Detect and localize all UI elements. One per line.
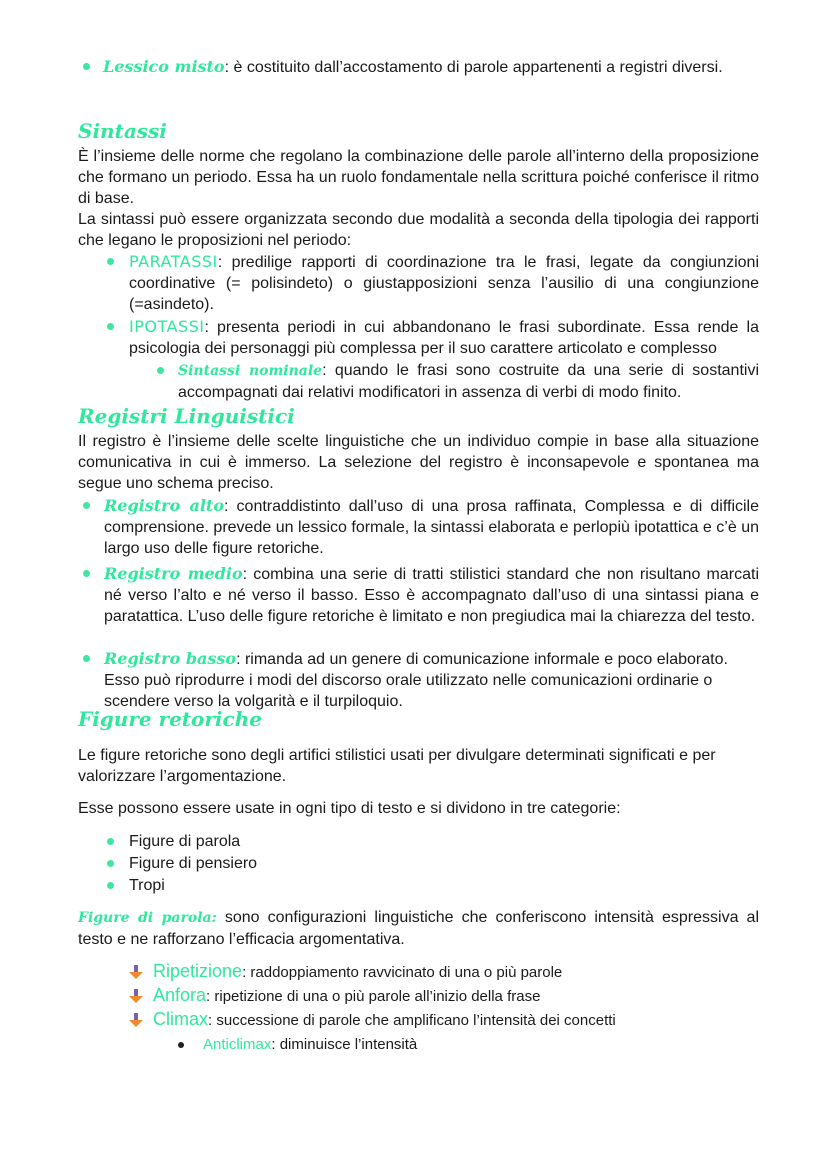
anfora-term: Anfora [153, 985, 207, 1005]
bullet-dot [107, 882, 114, 889]
anticlimax-item [203, 1034, 763, 1055]
ipotassi-term: IPOTASSI [129, 317, 205, 336]
registro-medio-term: Registro medio [104, 564, 243, 583]
bullet-dot [83, 63, 90, 70]
category-item: Figure di parola [129, 833, 241, 850]
climax-term: Climax [153, 1009, 209, 1029]
lessico-misto-text: : è costituito dall’accostamento di parole appartenenti a registri diversi. [224, 59, 723, 76]
sintassi-heading: Sintassi [78, 119, 167, 143]
ripetizione-term: Ripetizione [153, 961, 243, 981]
anfora-item [153, 985, 773, 1007]
climax-item [153, 1009, 773, 1031]
figure-paragraph-1: Le figure retoriche sono degli artifici stilistici usati per divulgare determinati significati e per valorizzare l’argomentazione. [78, 747, 716, 785]
registro-medio-text: : combina una serie di tratti stilistici standard che non risultano marcati né verso l’alto e né verso il basso. Esso è accompagnato dall’uso di una sintassi piana e paratattica. L’uso delle figure retoriche è limitato e non pregiudica mai la chiarezza del testo. [104, 566, 760, 625]
lessico-misto-term: Lessico misto [103, 57, 225, 76]
down-arrow-icon [128, 988, 144, 1004]
bullet-dot [107, 323, 114, 330]
registro-basso-term: Registro basso [104, 649, 237, 668]
ripetizione-text: : raddoppiamento ravvicinato di una o più parole [242, 964, 563, 981]
figure-parola-paragraph [78, 907, 759, 950]
anticlimax-term: Anticlimax [203, 1036, 272, 1053]
down-arrow-icon [128, 964, 144, 980]
paratassi-text: : predilige rapporti di coordinazione tra le frasi, legate da congiunzioni coordinative (= polisindeto) o giustapposizioni senza l’ausilio di una congiunzione (=asindeto). [129, 254, 759, 313]
sintassi-nominale-term: Sintassi nominale [178, 363, 323, 379]
sintassi-nominale-item [178, 360, 759, 403]
registro-medio-item [104, 563, 759, 627]
down-arrow-icon [128, 1012, 144, 1028]
anticlimax-text: : diminuisce l’intensità [271, 1036, 418, 1053]
lessico-misto-item [103, 56, 763, 78]
figure-parola-term: Figure di parola: [78, 910, 217, 926]
registri-paragraph: Il registro è l’insieme delle scelte linguistiche che un individuo compie in base alla situazione comunicativa in cui è immerso. La selezione del registro è inconsapevole e spontanea ma segue uno schema preciso. [78, 433, 759, 492]
sintassi-paragraph-1: È l’insieme delle norme che regolano la combinazione delle parole all’interno della proposizione che formano un periodo. Essa ha un ruolo fondamentale nella scrittura poiché conferisce il ritmo di base. [78, 148, 759, 207]
climax-text: : successione di parole che amplificano l’intensità dei concetti [208, 1012, 616, 1029]
registro-alto-item [104, 495, 759, 559]
figure-parola-text: sono configurazioni linguistiche che conferiscono intensità espressiva al testo e ne rafforzano l’efficacia argomentativa. [78, 909, 759, 948]
registro-basso-item [104, 648, 759, 712]
bullet-dot [83, 502, 90, 509]
bullet-dot [107, 258, 114, 265]
category-item: Figure di pensiero [129, 855, 258, 872]
bullet-dot [107, 860, 114, 867]
sintassi-nominale-text: : quando le frasi sono costruite da una serie di sostantivi accompagnati dai relativi modificatori in assenza di verbi di modo finito. [178, 362, 759, 401]
bullet-dot [107, 838, 114, 845]
paratassi-item [129, 251, 759, 315]
anfora-text: : ripetizione di una o più parole all’inizio della frase [206, 988, 541, 1005]
category-item: Tropi [129, 877, 165, 894]
ipotassi-item [129, 316, 759, 359]
bullet-dot [178, 1042, 184, 1048]
bullet-dot [157, 367, 164, 374]
registro-basso-text: : rimanda ad un genere di comunicazione informale e poco elaborato. Esso può riprodurre i modi del discorso orale utilizzato nelle comunicazioni ordinarie o scendere verso la volgarità e il turpiloquio. [104, 651, 728, 710]
paratassi-term: PARATASSI [129, 252, 218, 271]
registri-heading: Registri Linguistici [78, 404, 295, 428]
registro-alto-text: : contraddistinto dall’uso di una prosa raffinata, Complessa e di difficile comprensione. prevede un lessico formale, la sintassi elaborata e perlopiù ipotattica e c’è un largo uso delle figure retoriche. [104, 498, 760, 557]
bullet-dot [83, 655, 90, 662]
ripetizione-item [153, 961, 773, 983]
ipotassi-text: : presenta periodi in cui abbandonano le frasi subordinate. Essa rende la psicologia dei personaggi più complessa per il suo carattere articolato e complesso [129, 319, 759, 357]
bullet-dot [83, 570, 90, 577]
figure-paragraph-2: Esse possono essere usate in ogni tipo di testo e si dividono in tre categorie: [78, 800, 621, 817]
figure-heading: Figure retoriche [78, 707, 262, 731]
sintassi-paragraph-2: La sintassi può essere organizzata secondo due modalità a seconda della tipologia dei rapporti che legano le proposizioni nel periodo: [78, 211, 759, 249]
registro-alto-term: Registro alto [104, 496, 224, 515]
